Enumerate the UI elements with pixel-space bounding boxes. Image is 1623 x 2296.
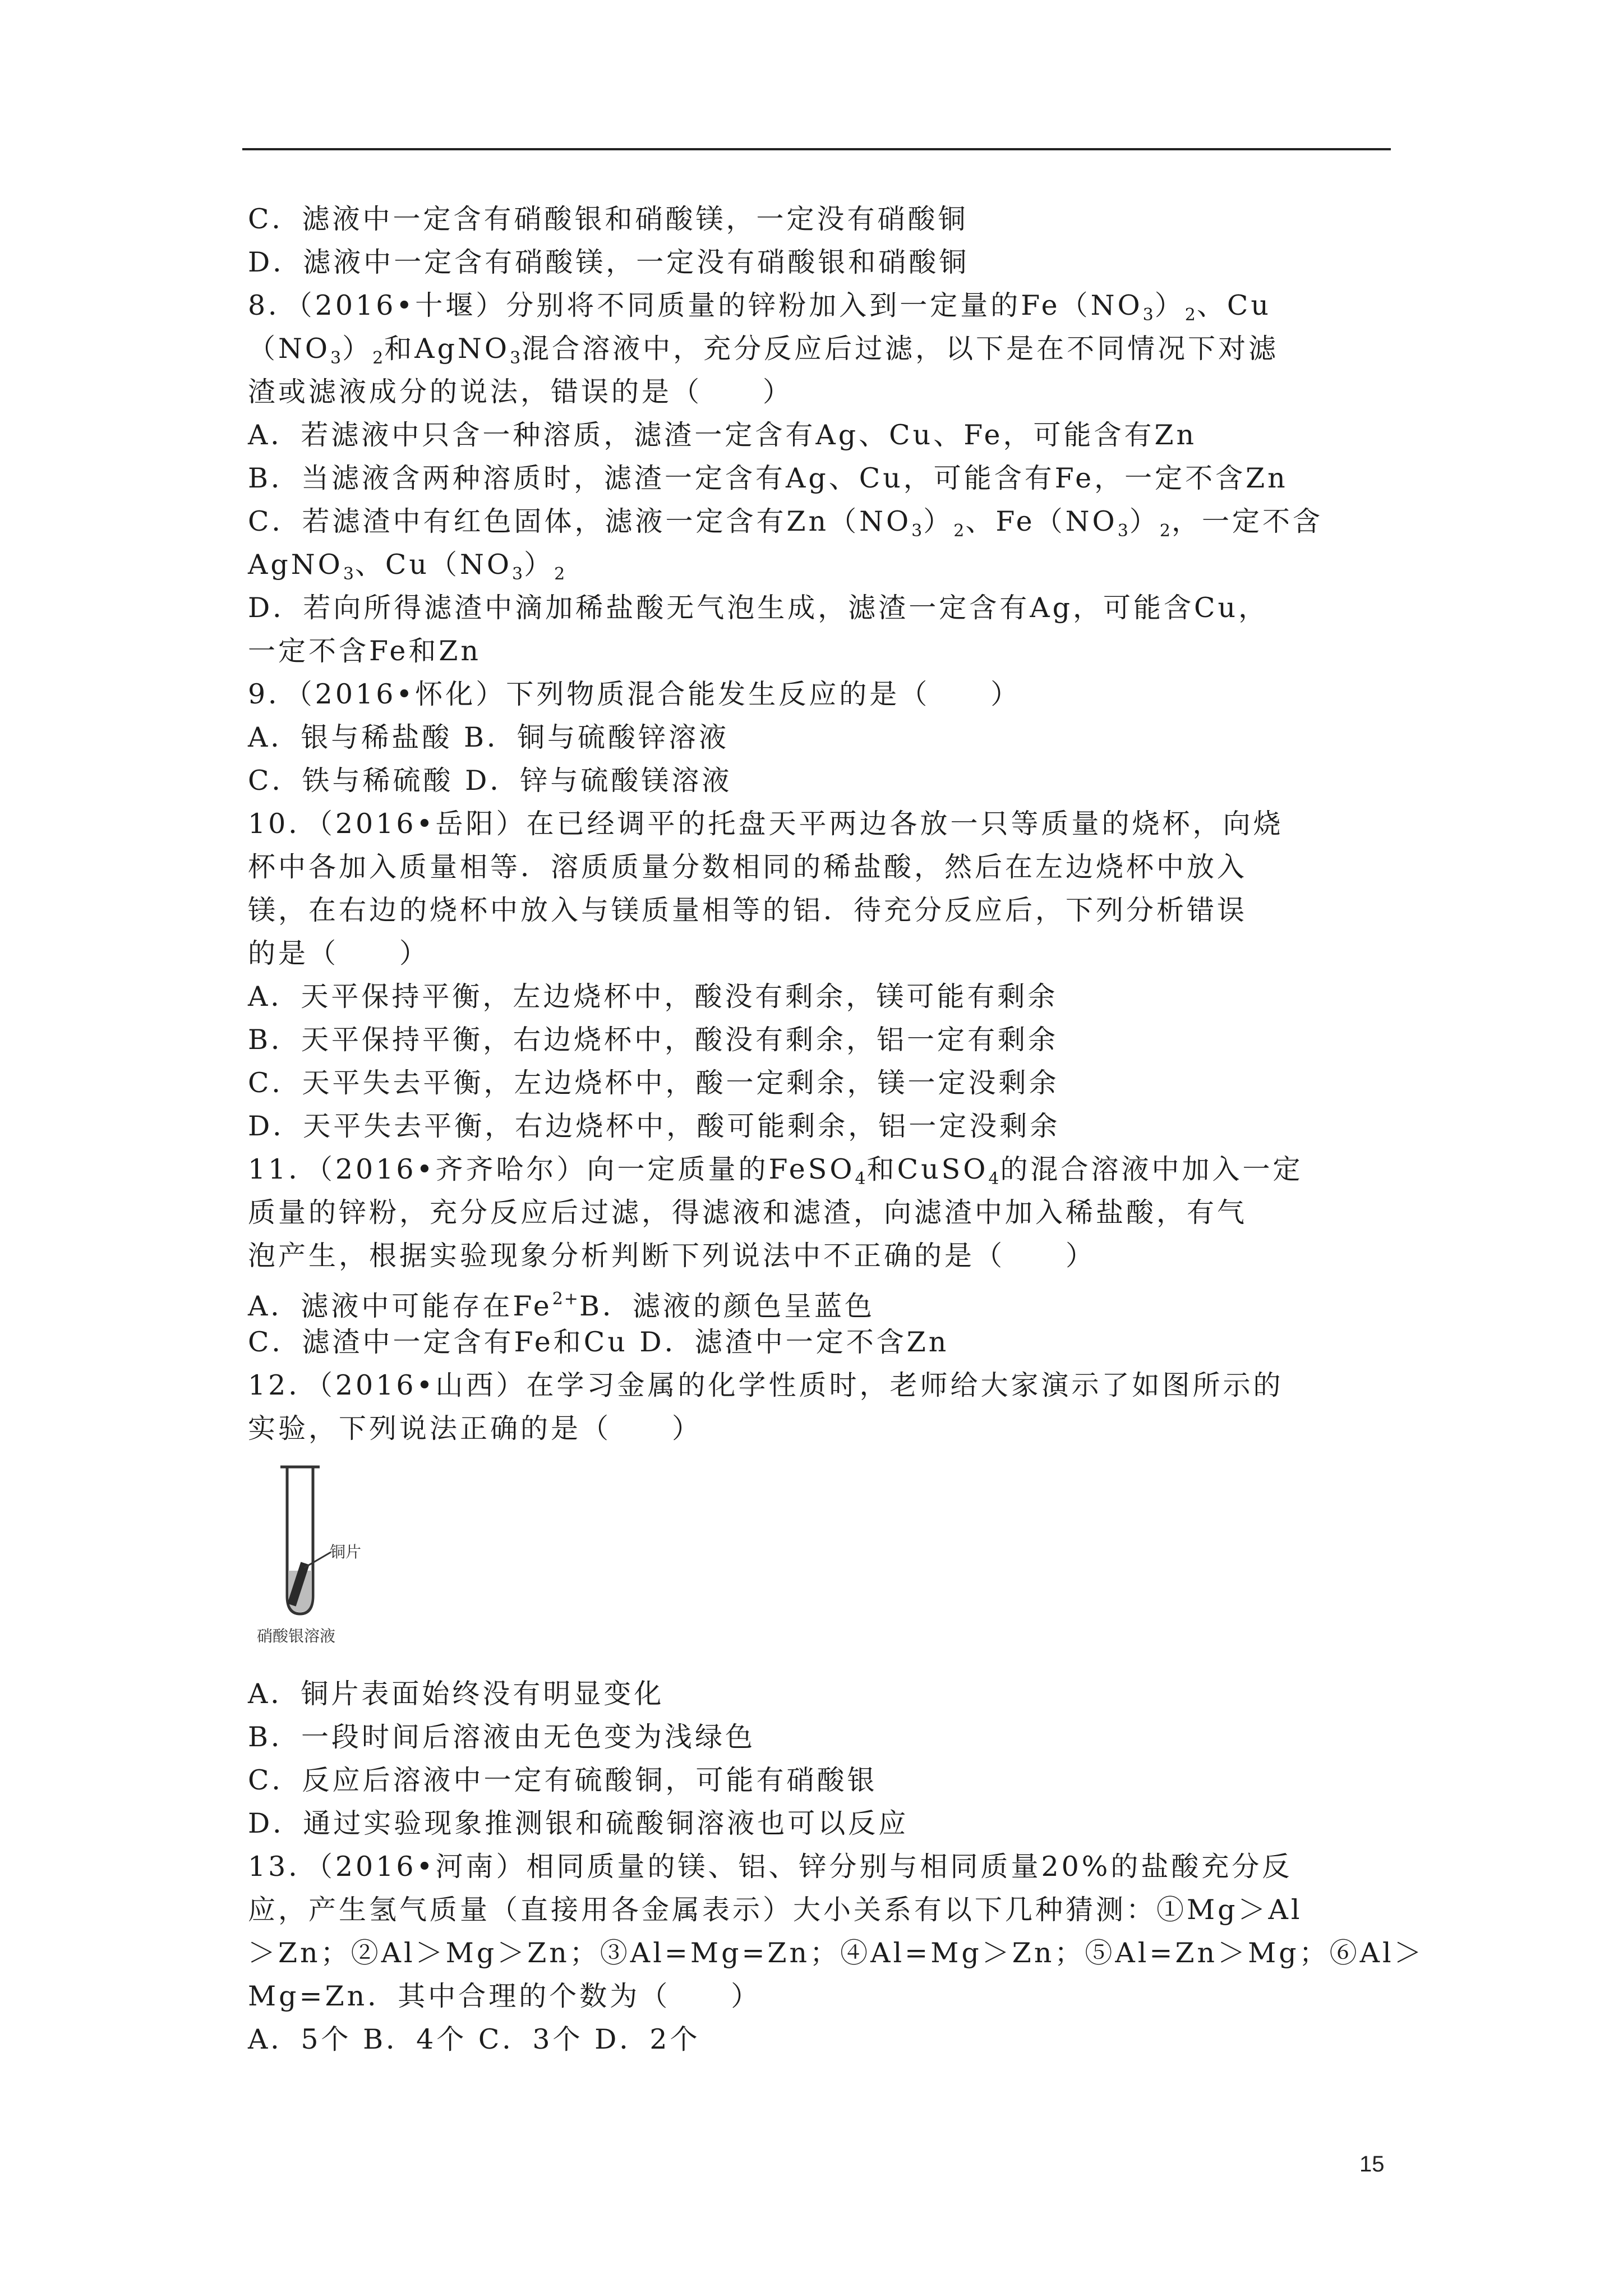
q11-stem-line-1: 11．（2016•齐齐哈尔）向一定质量的FeSO$_4$和CuSO$_4$的混合溶液中加入一定 bbox=[248, 1153, 1303, 1189]
q8-option-c-line-2: AgNO$_3$、$Cu(NO_3)_2$ bbox=[248, 549, 566, 584]
q11-options-cd: C．滤渣中一定含有Fe和Cu D．滤渣中一定不含Zn bbox=[248, 1326, 949, 1358]
q11-options-ab: A．滤液中可能存在$Fe^{2+}B$．滤液的颜色呈蓝色 bbox=[248, 1289, 875, 1322]
q10-stem-line-2: 杯中各加入质量相等．溶质质量分数相同的稀盐酸，然后在左边烧杯中放入 bbox=[248, 851, 1248, 883]
q10-option-a: A．天平保持平衡，左边烧杯中，酸没有剩余，镁可能有剩余 bbox=[248, 981, 1058, 1013]
q10-stem-line-3: 镁，在右边的烧杯中放入与镁质量相等的铝．待充分反应后，下列分析错误 bbox=[248, 894, 1248, 926]
q12-option-b: B．一段时间后溶液由无色变为浅绿色 bbox=[248, 1721, 756, 1753]
q7-option-d: D．滤液中一定含有硝酸镁，一定没有硝酸银和硝酸铜 bbox=[248, 246, 970, 278]
q12-option-c: C．反应后溶液中一定有硫酸铜，可能有硝酸银 bbox=[248, 1764, 878, 1796]
q8-option-b: B．当滤液含两种溶质时，滤渣一定含有Ag、Cu，可能含有Fe，一定不含Zn bbox=[248, 462, 1288, 494]
q12-option-a: A．铜片表面始终没有明显变化 bbox=[248, 1678, 665, 1710]
q12-option-d: D．通过实验现象推测银和硫酸铜溶液也可以反应 bbox=[248, 1807, 909, 1839]
q9-options-ab: A．银与稀盐酸 B．铜与硫酸锌溶液 bbox=[248, 721, 729, 753]
silver-nitrate-solution-label: 硝酸银溶液 bbox=[257, 1627, 336, 1645]
q8-option-d-line-1: D．若向所得滤渣中滴加稀盐酸无气泡生成，滤渣一定含有Ag，可能含Cu， bbox=[248, 592, 1269, 624]
q8-stem-line-1: 8．（2016•十堰）分别将不同质量的锌粉加入到一定量的$Fe(NO_3)_2$、Cu bbox=[248, 289, 1271, 325]
test-tube-icon bbox=[252, 1456, 387, 1624]
q8-option-d-line-2: 一定不含Fe和Zn bbox=[248, 635, 481, 667]
q11-stem-line-3: 泡产生，根据实验现象分析判断下列说法中不正确的是（ ） bbox=[248, 1240, 1096, 1272]
page-number: 15 bbox=[1359, 2152, 1385, 2177]
q13-stem-line-3: ＞Zn；②Al＞Mg＞Zn；③Al=Mg=Zn；④Al=Mg＞Zn；⑤Al=Zn＞Mg；⑥Al＞ bbox=[248, 1937, 1424, 1969]
q8-stem-line-2: $(NO_3)_2$和AgNO$_3$混合溶液中，充分反应后过滤，以下是在不同情况下对滤 bbox=[248, 333, 1279, 368]
q13-stem-line-4: Mg=Zn．其中合理的个数为（ ） bbox=[248, 1980, 762, 2012]
q9-options-cd: C．铁与稀硫酸 D．锌与硫酸镁溶液 bbox=[248, 765, 732, 797]
q8-stem-line-3: 渣或滤液成分的说法，错误的是（ ） bbox=[248, 376, 794, 408]
q9-stem: 9．（2016•怀化）下列物质混合能发生反应的是（ ） bbox=[248, 678, 1021, 710]
copper-strip-label: 铜片 bbox=[330, 1543, 362, 1561]
q12-stem-line-1: 12．（2016•山西）在学习金属的化学性质时，老师给大家演示了如图所示的 bbox=[248, 1369, 1284, 1401]
q10-option-d: D．天平失去平衡，右边烧杯中，酸可能剩余，铝一定没剩余 bbox=[248, 1110, 1061, 1142]
page-content bbox=[248, 197, 1424, 2061]
header-rule bbox=[242, 148, 1391, 150]
q8-option-c-line-1: C．若滤渣中有红色固体，滤液一定含有$Zn(NO_3)_2$、$Fe(NO_3)_2$，一定不含 bbox=[248, 505, 1323, 541]
q7-option-c: C．滤液中一定含有硝酸银和硝酸镁，一定没有硝酸铜 bbox=[248, 203, 969, 235]
test-tube-figure bbox=[252, 1456, 387, 1663]
q13-stem-line-1: 13．（2016•河南）相同质量的镁、铝、锌分别与相同质量20%的盐酸充分反 bbox=[248, 1851, 1293, 1883]
q8-option-a: A．若滤液中只含一种溶质，滤渣一定含有Ag、Cu、Fe，可能含有Zn bbox=[248, 419, 1197, 451]
q10-stem-line-4: 的是（ ） bbox=[248, 937, 430, 969]
q10-option-c: C．天平失去平衡，左边烧杯中，酸一定剩余，镁一定没剩余 bbox=[248, 1067, 1059, 1099]
q13-stem-line-2: 应，产生氢气质量（直接用各金属表示）大小关系有以下几种猜测：①Mg＞Al bbox=[248, 1894, 1303, 1926]
q12-stem-line-2: 实验，下列说法正确的是（ ） bbox=[248, 1412, 703, 1444]
q10-stem-line-1: 10．（2016•岳阳）在已经调平的托盘天平两边各放一只等质量的烧杯，向烧 bbox=[248, 808, 1284, 840]
q13-options: A．5个 B．4个 C．3个 D．2个 bbox=[248, 2023, 700, 2055]
q10-option-b: B．天平保持平衡，右边烧杯中，酸没有剩余，铝一定有剩余 bbox=[248, 1024, 1059, 1056]
q11-stem-line-2: 质量的锌粉，充分反应后过滤，得滤液和滤渣，向滤渣中加入稀盐酸，有气 bbox=[248, 1197, 1248, 1228]
